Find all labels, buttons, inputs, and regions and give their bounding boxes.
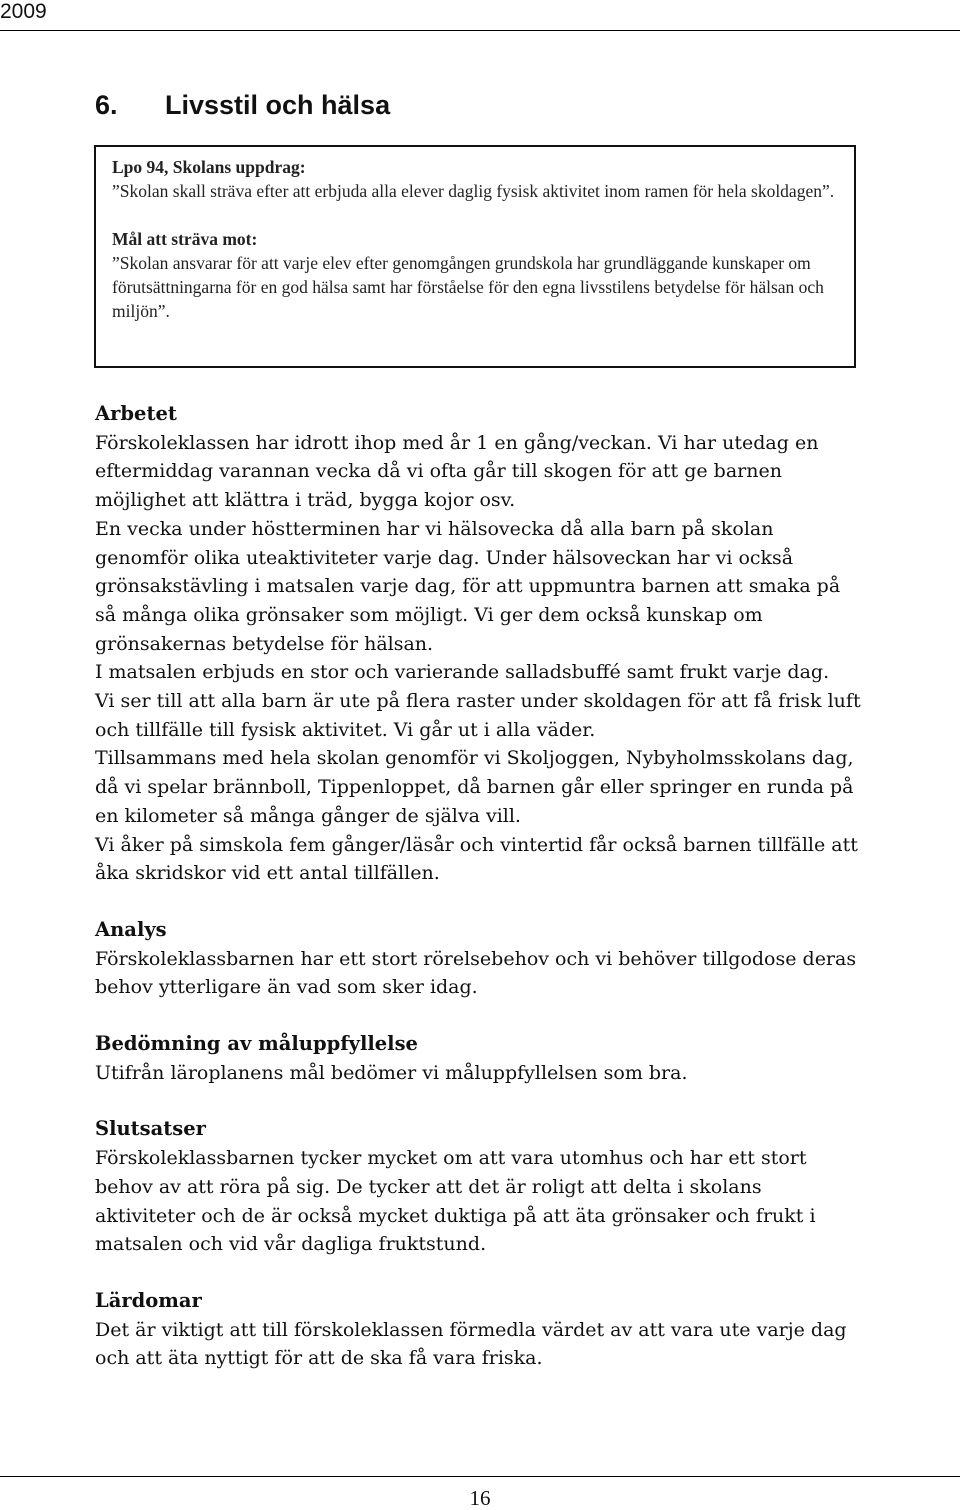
arbetet-paragraph-1: Förskoleklassen har idrott ihop med år 1 en gång/veckan. Vi har utedag en eftermiddag varannan vecka då vi ofta går till skogen för att ge barnen möjlighet att klättra i träd, bygga kojor osv. <box>95 431 819 512</box>
chapter-heading <box>95 88 390 122</box>
section-heading-arbetet: Arbetet <box>95 402 177 425</box>
slutsatser-paragraph: Förskoleklassbarnen tycker mycket om att vara utomhus och har ett stort behov av att röra på sig. De tycker att det är roligt att delta i skolans aktiviteter och de är också mycket duktiga på att äta grönsaker och frukt i matsalen och vid vår dagliga fruktstund. <box>95 1147 816 1256</box>
section-heading-analys: Analys <box>95 917 167 941</box>
section-arbetet <box>95 400 865 888</box>
arbetet-paragraph-6: Vi åker på simskola fem gånger/läsår och vintertid får också barnen tillfälle att åka skridskor vid ett antal tillfällen. <box>95 833 858 885</box>
section-bedomning <box>95 1030 865 1087</box>
arbetet-paragraph-4: Vi ser till att alla barn är ute på flera raster under skoldagen för att få frisk luft och tillfälle till fysisk aktivitet. Vi går ut i alla väder. <box>95 690 861 741</box>
box-spacer <box>112 203 838 227</box>
bedomning-paragraph: Utifrån läroplanens mål bedömer vi måluppfyllelsen som bra. <box>95 1061 688 1084</box>
section-lardomar <box>95 1287 865 1373</box>
section-heading-lardomar: Lärdomar <box>95 1288 202 1312</box>
curriculum-box <box>94 145 856 368</box>
header-year: 2009 <box>0 0 47 23</box>
box-quote-mal: ”Skolan ansvarar för att varje elev efter genomgången grundskola har grundläggande kunskaper om förutsättningarna för en god hälsa samt har förståelse för den egna livsstilens betydelse för hälsan och miljön”. <box>112 253 824 321</box>
chapter-number: 6. <box>95 90 118 120</box>
footer-rule <box>0 1476 960 1477</box>
section-spacer <box>95 888 865 916</box>
box-heading-mal: Mål att sträva mot: <box>112 229 258 249</box>
page-number: 16 <box>469 1486 491 1510</box>
chapter-title: Livsstil och hälsa <box>165 90 391 120</box>
box-heading-uppdrag: Lpo 94, Skolans uppdrag: <box>112 157 306 177</box>
section-analys <box>95 916 865 1002</box>
arbetet-paragraph-3: I matsalen erbjuds en stor och varierande salladsbuffé samt frukt varje dag. <box>95 661 830 684</box>
lardomar-paragraph: Det är viktigt att till förskoleklassen förmedla värdet av att vara ute varje dag och att äta nyttigt för att de ska få vara friska. <box>95 1318 847 1370</box>
section-spacer <box>95 1259 865 1287</box>
section-slutsatser <box>95 1115 865 1259</box>
section-heading-bedomning: Bedömning av måluppfyllelse <box>95 1032 418 1056</box>
header-rule <box>0 30 960 31</box>
section-heading-slutsatser: Slutsatser <box>95 1117 206 1141</box>
arbetet-paragraph-5: Tillsammans med hela skolan genomför vi Skoljoggen, Nybyholmsskolans dag, då vi spelar brännboll, Tippenloppet, då barnen går eller springer en runda på en kilometer så många gånger de själva vill. <box>95 747 854 827</box>
arbetet-paragraph-2: En vecka under höstterminen har vi hälsovecka då alla barn på skolan genomför olika uteaktiviteter varje dag. Under hälsoveckan har vi också grönsakstävling i matsalen varje dag, för att uppmuntra barnen att smaka på så många olika grönsaker som möjligt. Vi ger dem också kunskap om grönsakernas betydelse för hälsan. <box>95 517 841 655</box>
main-content <box>95 400 865 1373</box>
box-quote-uppdrag: ”Skolan skall sträva efter att erbjuda alla elever daglig fysisk aktivitet inom ramen för hela skoldagen”. <box>112 181 835 201</box>
section-spacer <box>95 1087 865 1115</box>
section-spacer <box>95 1002 865 1030</box>
analys-paragraph: Förskoleklassbarnen har ett stort rörelsebehov och vi behöver tillgodose deras behov ytterligare än vad som sker idag. <box>95 947 857 999</box>
